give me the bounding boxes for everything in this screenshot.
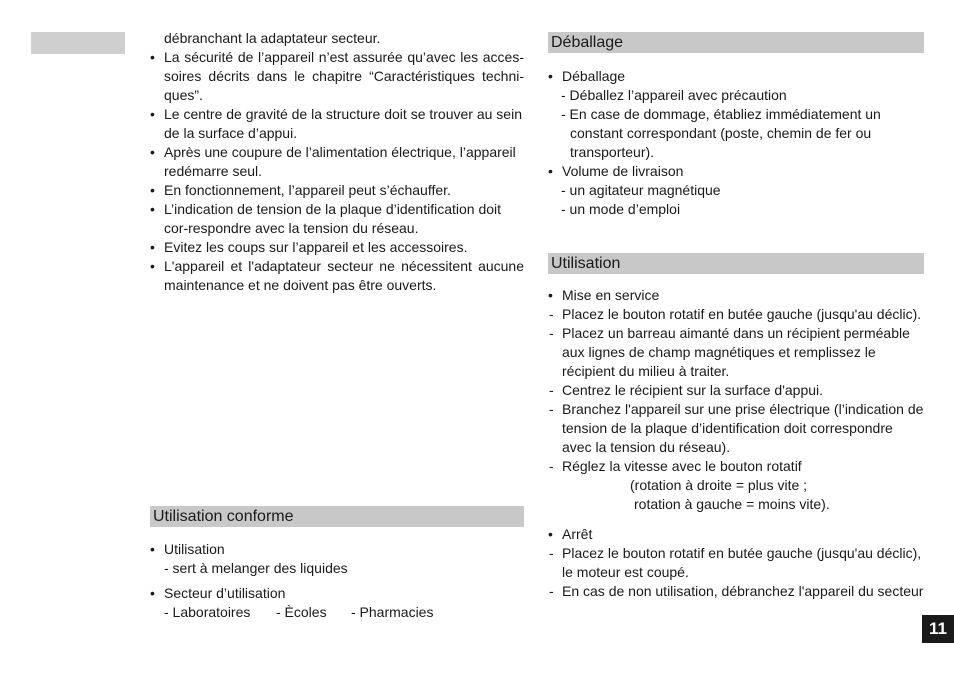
safety-bullet-1: • La sécurité de l’appareil n’est assurée qu’avec les acces-soires décrits dans le chapitre “Caractéristiques techni-ques”.	[150, 48, 524, 105]
mise-en-service-bullet: • Mise en service	[548, 286, 924, 305]
arret-step: - Placez le bouton rotatif en butée gauche (jusqu'au déclic), le moteur est coupé.	[548, 544, 924, 582]
livraison-bullet: • Volume de livraison	[548, 162, 924, 181]
rotation-right-note: (rotation à droite = plus vite ;	[630, 477, 808, 493]
safety-bullet-3: • Après une coupure de l’alimentation électrique, l’appareil redémarre seul.	[150, 143, 524, 181]
deballage-bullet: • Déballage	[548, 67, 924, 86]
page-tab-marker	[31, 32, 125, 54]
livraison-line: - un mode d’emploi	[561, 201, 681, 217]
safety-bullet-7: • L'appareil et l'adaptateur secteur ne nécessitent aucune maintenance et ne doivent pas être ouverts.	[150, 257, 524, 295]
livraison-line: - un agitateur magnétique	[561, 182, 721, 198]
mise-en-service-step: - Branchez l'appareil sur une prise électrique (l’indication de tension de la plaque d’identification doit correspondre avec la tension du réseau).	[548, 400, 924, 457]
deballage-line: - Déballez l’appareil avec précaution	[561, 87, 787, 103]
safety-bullet-5: • L’indication de tension de la plaque d’identification doit cor-respondre avec la tension du réseau.	[150, 200, 524, 238]
left-column	[150, 29, 524, 295]
safety-bullet-4: • En fonctionnement, l’appareil peut s’échauffer.	[150, 181, 524, 200]
arret-step: - En cas de non utilisation, débranchez l'appareil du secteur	[548, 582, 924, 601]
secteur-item: - Pharmacies	[351, 604, 434, 620]
secteur-item: - Laboratoires	[164, 604, 251, 620]
mise-en-service-step: - Placez un barreau aimanté dans un récipient perméable aux lignes de champ magnétiques et remplissez le récipient du milieu à traiter.	[548, 324, 924, 381]
intro-line: débranchant la adaptateur secteur.	[164, 30, 381, 46]
safety-bullet-2: • Le centre de gravité de la structure doit se trouver au sein de la surface d’appui.	[150, 105, 524, 143]
arret-bullet: • Arrêt	[548, 525, 924, 544]
secteur-list	[150, 603, 524, 622]
deballage-line: constant correspondant (poste, chemin de fer ou	[570, 125, 872, 141]
mise-en-service-step: - Placez le bouton rotatif en butée gauche (jusqu'au déclic).	[548, 305, 924, 324]
page-number: 11	[922, 615, 954, 643]
mise-en-service-step: - Réglez la vitesse avec le bouton rotatif	[548, 457, 924, 476]
mise-en-service-step: - Centrez le récipient sur la surface d'appui.	[548, 381, 924, 400]
rotation-left-note: rotation à gauche = moins vite).	[634, 496, 830, 512]
utilisation-heading: Utilisation	[548, 253, 924, 274]
utilisation-item: - sert à melanger des liquides	[164, 560, 348, 576]
secteur-item: - Ècoles	[276, 604, 327, 620]
safety-bullet-6: • Evitez les coups sur l’appareil et les accessoires.	[150, 238, 524, 257]
utilisation-section	[548, 253, 924, 601]
deballage-line: - En case de dommage, établiez immédiatement un	[561, 106, 881, 122]
utilisation-label: • Utilisation	[150, 540, 524, 559]
deballage-heading: Déballage	[548, 32, 924, 53]
deballage-section	[548, 32, 924, 219]
secteur-label: • Secteur d’utilisation	[150, 584, 524, 603]
conforme-heading: Utilisation conforme	[150, 506, 524, 527]
conforme-section	[150, 506, 524, 622]
deballage-line: transporteur).	[570, 144, 655, 160]
